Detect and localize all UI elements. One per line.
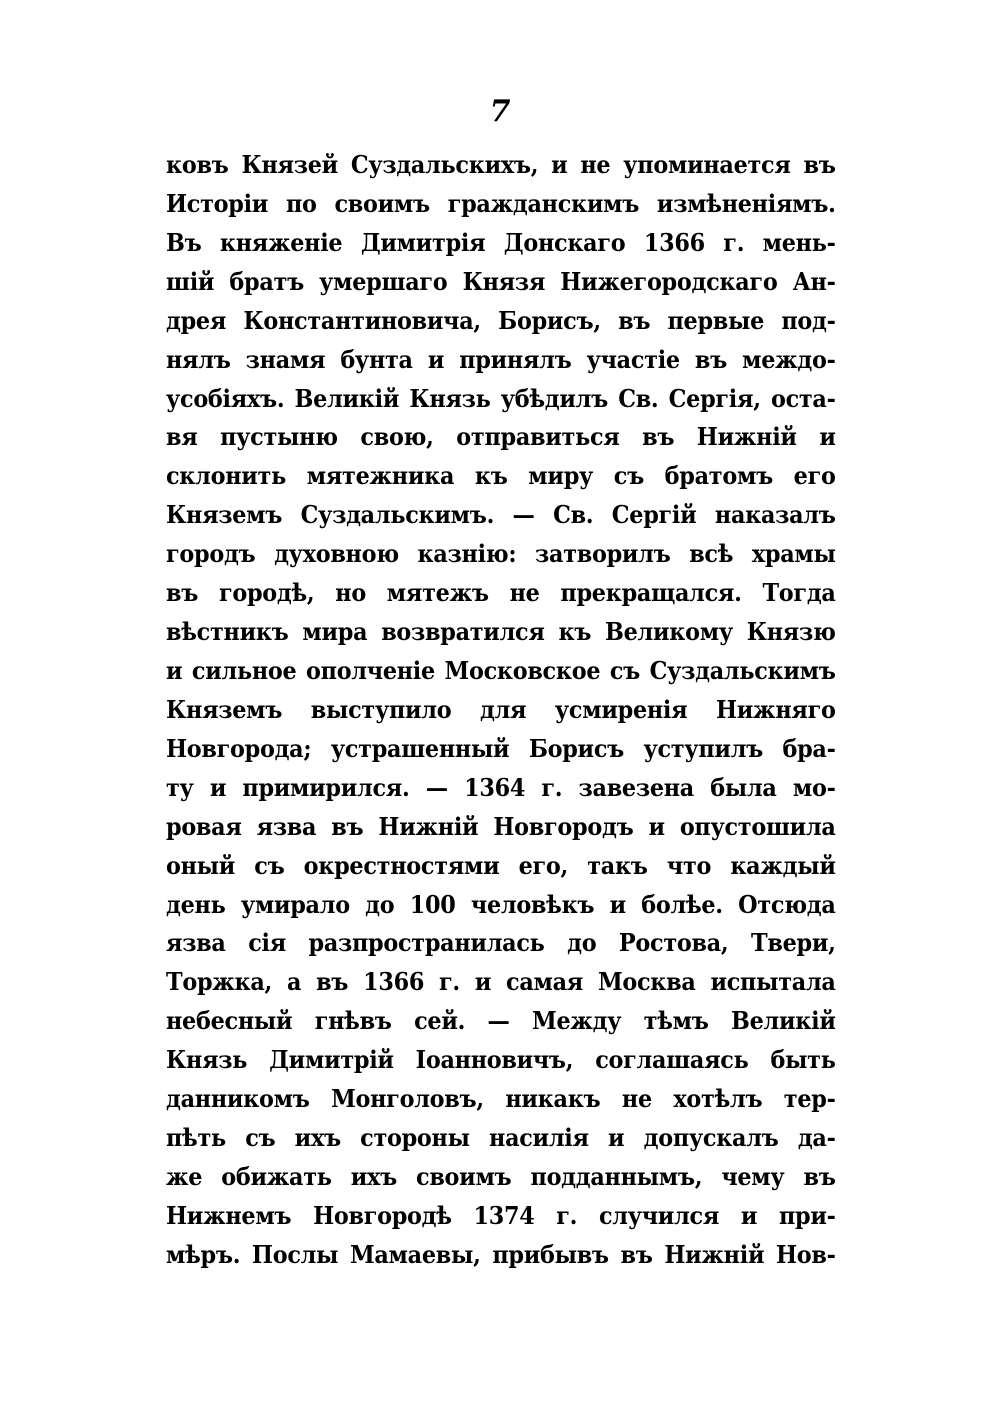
page-number: 7 [489, 94, 511, 129]
text-line: городъ духовною казнію: затворилъ всѣ храмы [166, 539, 836, 569]
text-line: день умирало до 100 человѣкъ и болѣе. Отсюда [166, 889, 836, 919]
text-line: и сильное ополченіе Московское съ Суздальскимъ [166, 655, 836, 685]
text-line: данникомъ Монголовъ, никакъ не хотѣлъ тер- [166, 1084, 836, 1114]
text-line: шій братъ умершаго Князя Нижегородскаго Ан- [166, 266, 836, 296]
text-line: Нижнемъ Новгородѣ 1374 г. случился и при- [166, 1200, 836, 1230]
text-line: Князь Димитрій Іоанновичъ, соглашаясь быть [166, 1045, 836, 1075]
text-line: оный съ окрестностями его, такъ что каждый [166, 850, 836, 880]
text-line: ковъ Князей Суздальскихъ, и не упоминается въ [166, 150, 836, 179]
text-line: вя пустыню свою, отправиться въ Нижній и [166, 422, 836, 452]
text-line: дрея Константиновича, Борисъ, въ первые под- [166, 305, 836, 335]
text-line: же обижать ихъ своимъ подданнымъ, чему въ [166, 1161, 836, 1191]
text-line: Новгорода; устрашенный Борисъ уступилъ бра- [166, 733, 836, 763]
text-line: мѣръ. Послы Мамаевы, прибывъ въ Нижній Нов- [166, 1239, 836, 1269]
body-text [166, 146, 836, 1275]
text-line: небесный гнѣвъ сей. — Между тѣмъ Великій [166, 1006, 836, 1036]
text-line: въ городѣ, но мятежъ не прекращался. Тогда [166, 578, 836, 608]
text-line: ровая язва въ Нижній Новгородъ и опустошила [166, 811, 836, 841]
text-line: Торжка, а въ 1366 г. и самая Москва испытала [166, 967, 836, 997]
text-line: Княземъ выступило для усмиренія Нижняго [166, 694, 836, 724]
text-line: Княземъ Суздальскимъ. — Св. Сергій наказалъ [166, 500, 836, 530]
text-line: нялъ знамя бунта и принялъ участіе въ междо- [166, 344, 836, 374]
text-line: склонить мятежника къ миру съ братомъ его [166, 461, 836, 491]
text-line: вѣстникъ мира возвратился къ Великому Князю [166, 617, 836, 647]
text-line: ту и примирился. — 1364 г. завезена была мо- [166, 772, 836, 802]
text-line: язва сія разпространилась до Ростова, Твери, [166, 928, 836, 958]
text-line: усобіяхъ. Великій Князь убѣдилъ Св. Сергія, оста- [166, 383, 836, 413]
text-line: пѣть съ ихъ стороны насилія и допускалъ да- [166, 1123, 836, 1153]
text-line: Исторіи по своимъ гражданскимъ измѣненіямъ. [166, 188, 836, 218]
text-line: Въ княженіе Димитрія Донскаго 1366 г. мень- [166, 227, 836, 257]
